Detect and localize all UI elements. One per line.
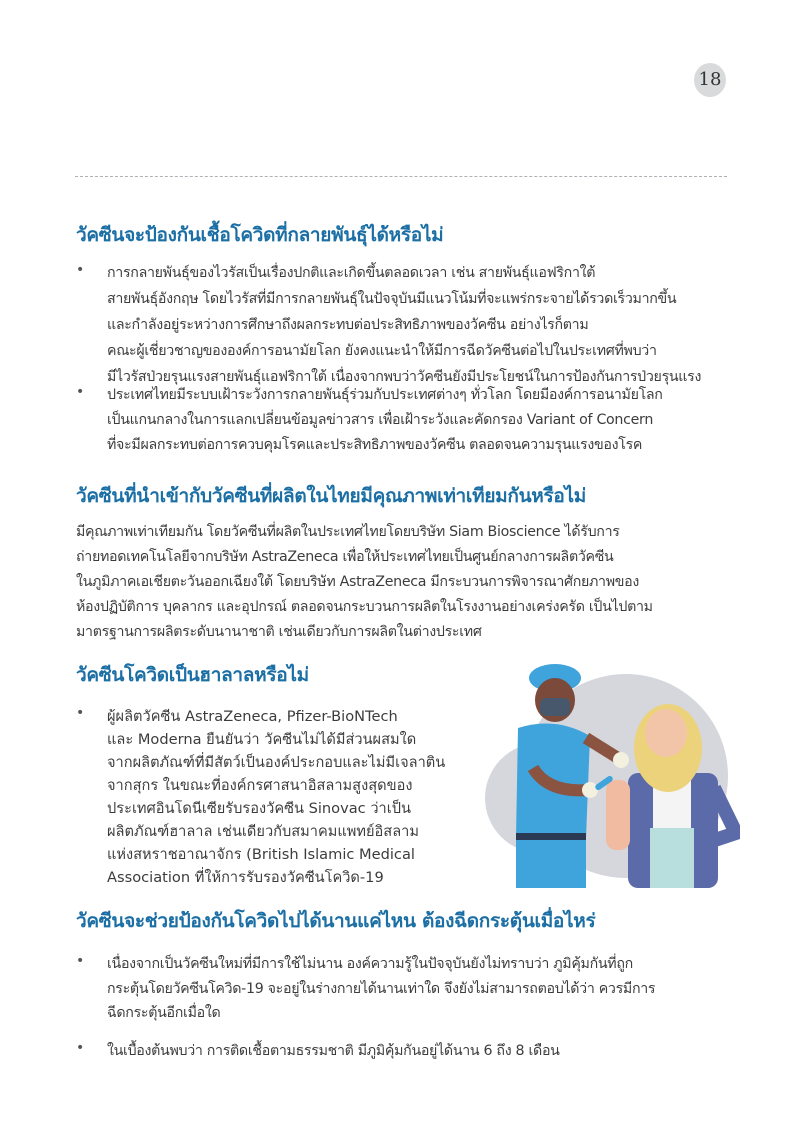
text-line: ห้องปฏิบัติการ บุคลากร และอุปกรณ์ ตลอดจนกระบวนการผลิตในโรงงานอย่างเคร่งครัด เป็นไปตาม xyxy=(76,599,653,615)
text-line: ฉีดกระตุ้นอีกเมื่อใด xyxy=(107,1005,221,1021)
text-line: มีไวรัสป่วยรุนแรงสายพันธุ์แอฟริกาใต้ เนื่องจากพบว่าวัคซีนยังมีประโยชน์ในการป้องกันการป่วยรุนแรง xyxy=(107,369,702,385)
text-line: ผลิตภัณฑ์ฮาลาล เช่นเดียวกับสมาคมแพทย์อิสลาม xyxy=(107,823,419,840)
text-line: ในเบื้องต้นพบว่า การติดเชื้อตามธรรมชาติ มีภูมิคุ้มกันอยู่ได้นาน 6 ถึง 8 เดือน xyxy=(107,1043,560,1059)
text-line: ผู้ผลิตวัคซีน AstraZeneca, Pfizer-BioNTech xyxy=(107,708,398,725)
section-heading: วัคซีนที่นำเข้ากับวัคซีนที่ผลิตในไทยมีคุณภาพเท่าเทียมกันหรือไม่ xyxy=(76,485,586,507)
text-line: ประเทศไทยมีระบบเฝ้าระวังการกลายพันธุ์ร่วมกับประเทศต่างๆ ทั่วโลก โดยมีองค์การอนามัยโลก xyxy=(107,387,663,403)
text-line: ในภูมิภาคเอเชียตะวันออกเฉียงใต้ โดยบริษัท AstraZeneca มีกระบวนการพิจารณาศักยภาพของ xyxy=(76,574,640,590)
bullet: • xyxy=(76,705,85,721)
bullet: • xyxy=(76,1040,85,1056)
text-line: แห่งสหราชอาณาจักร (British Islamic Medical xyxy=(107,846,415,863)
text-line: กระตุ้นโดยวัคซีนโควิด-19 จะอยู่ในร่างกายได้นานเท่าใด จึงยังไม่สามารถตอบได้ว่า ควรมีการ xyxy=(107,981,656,997)
text-line: เป็นแกนกลางในการแลกเปลี่ยนข้อมูลข่าวสาร เพื่อเฝ้าระวังและคัดกรอง Variant of Concern xyxy=(107,412,654,428)
text-line: ที่จะมีผลกระทบต่อการควบคุมโรคและประสิทธิภาพของวัคซีน ตลอดจนความรุนแรงของโรค xyxy=(107,437,643,453)
text-line: จากผลิตภัณฑ์ที่มีสัตว์เป็นองค์ประกอบและไม่มีเจลาติน xyxy=(107,754,446,771)
text-line: และกำลังอยู่ระหว่างการศึกษาถึงผลกระทบต่อประสิทธิภาพของวัคซีน อย่างไรก็ตาม xyxy=(107,317,589,333)
text-line: คณะผู้เชี่ยวชาญขององค์การอนามัยโลก ยังคงแนะนำให้มีการฉีดวัคซีนต่อไปในประเทศที่พบว่า xyxy=(107,343,657,359)
text-line: สายพันธุ์อังกฤษ โดยไวรัสที่มีการกลายพันธุ์ในปัจจุบันมีแนวโน้มที่จะแพร่กระจายได้รวดเร็วมากขึ้น xyxy=(107,291,677,307)
text-line: การกลายพันธุ์ของไวรัสเป็นเรื่องปกติและเกิดขึ้นตลอดเวลา เช่น สายพันธุ์แอฟริกาใต้ xyxy=(107,265,596,281)
section-heading: วัคซีนจะช่วยป้องกันโควิดไปได้นานแค่ไหน ต้องฉีดกระตุ้นเมื่อไหร่ xyxy=(76,910,596,932)
text-line: และ Moderna ยืนยันว่า วัคซีนไม่ได้มีส่วนผสมใด xyxy=(107,731,417,748)
vaccination-illustration xyxy=(478,648,740,888)
text-line: ถ่ายทอดเทคโนโลยีจากบริษัท AstraZeneca เพื่อให้ประเทศไทยเป็นศูนย์กลางการผลิตวัคซีน xyxy=(76,549,614,565)
text-line: เนื่องจากเป็นวัคซีนใหม่ที่มีการใช้ไม่นาน องค์ความรู้ในปัจจุบันยังไม่ทราบว่า ภูมิคุ้มกันที่ถูก xyxy=(107,956,633,972)
text-line: มีคุณภาพเท่าเทียมกัน โดยวัคซีนที่ผลิตในประเทศไทยโดยบริษัท Siam Bioscience ได้รับการ xyxy=(76,524,620,540)
text-line: ประเทศอินโดนีเซียรับรองวัคซีน Sinovac ว่าเป็น xyxy=(107,800,411,817)
divider xyxy=(75,176,727,177)
page-number: 18 xyxy=(694,63,726,97)
section-heading: วัคซีนจะป้องกันเชื้อโควิดที่กลายพันธุ์ได้หรือไม่ xyxy=(76,224,444,246)
section-heading: วัคซีนโควิดเป็นฮาลาลหรือไม่ xyxy=(76,664,309,686)
text-line: Association ที่ให้การรับรองวัคซีนโควิด-19 xyxy=(107,869,384,886)
text-line: จากสุกร ในขณะที่องค์กรศาสนาอิสลามสูงสุดของ xyxy=(107,777,413,794)
bullet: • xyxy=(76,384,85,400)
bullet: • xyxy=(76,953,85,969)
bullet: • xyxy=(76,262,85,278)
text-line: มาตรฐานการผลิตระดับนานาชาติ เช่นเดียวกับการผลิตในต่างประเทศ xyxy=(76,624,482,640)
